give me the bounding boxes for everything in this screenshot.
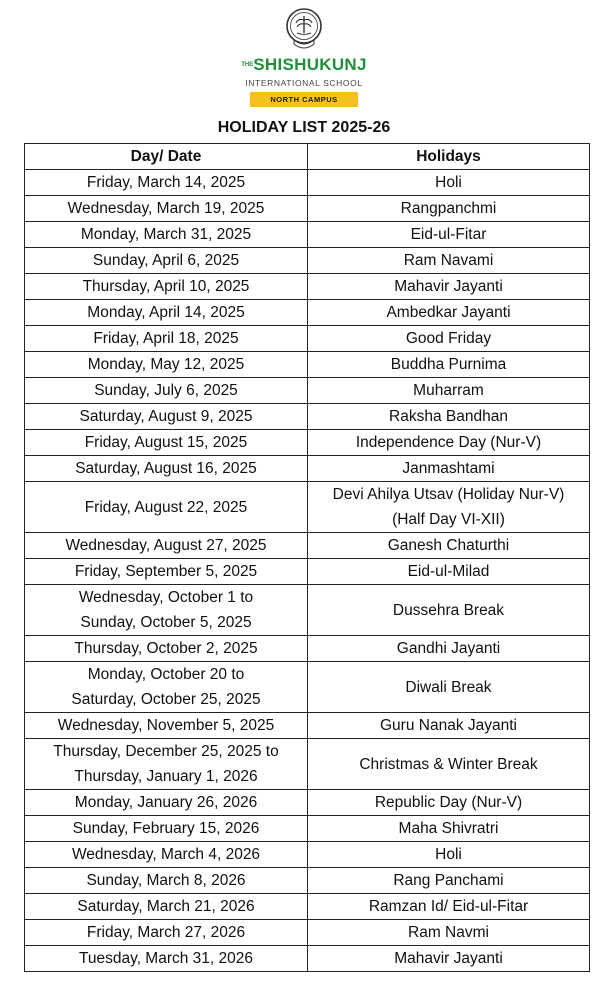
- school-logo: [0, 6, 608, 107]
- holiday-cell: [308, 456, 590, 482]
- date-cell: [25, 585, 308, 636]
- holiday-cell: [308, 868, 590, 894]
- date-cell: [25, 326, 308, 352]
- holiday-cell: [308, 430, 590, 456]
- holiday-cell: [308, 585, 590, 636]
- date-text: Friday, September 5, 2025: [74, 563, 258, 580]
- holiday-cell: [308, 636, 590, 662]
- holiday-cell: [308, 559, 590, 585]
- table-row: [25, 894, 590, 920]
- table-row: [25, 868, 590, 894]
- table-row: [25, 196, 590, 222]
- holiday-cell: [308, 274, 590, 300]
- holiday-cell: [308, 533, 590, 559]
- page-title: HOLIDAY LIST 2025-26: [217, 119, 391, 136]
- date-text: Monday, October 20 to: [87, 666, 245, 683]
- holiday-text: Maha Shivratri: [398, 820, 499, 837]
- table-row: [25, 430, 590, 456]
- date-text: Friday, March 14, 2025: [86, 174, 246, 191]
- holiday-text: Mahavir Jayanti: [394, 950, 503, 967]
- holiday-cell: [308, 816, 590, 842]
- date-cell: [25, 842, 308, 868]
- table-row: [25, 713, 590, 739]
- holiday-text: Ram Navami: [403, 252, 494, 269]
- table-row: [25, 842, 590, 868]
- date-cell: [25, 713, 308, 739]
- holiday-cell: [308, 300, 590, 326]
- date-cell: [25, 196, 308, 222]
- brand-subtitle: INTERNATIONAL SCHOOL: [245, 78, 363, 88]
- holiday-text: Ambedkar Jayanti: [386, 304, 511, 321]
- date-text: Sunday, July 6, 2025: [94, 382, 238, 399]
- date-cell: [25, 739, 308, 790]
- date-text-line2: Saturday, October 25, 2025: [71, 691, 261, 708]
- date-cell: [25, 482, 308, 533]
- table-header-row: [25, 144, 590, 170]
- date-cell: [25, 274, 308, 300]
- holiday-text: Diwali Break: [405, 678, 492, 696]
- holiday-text: Ganesh Chaturthi: [387, 537, 510, 554]
- table-row: [25, 816, 590, 842]
- holiday-cell: [308, 662, 590, 713]
- holiday-cell: [308, 248, 590, 274]
- table-row: [25, 456, 590, 482]
- date-cell: [25, 790, 308, 816]
- holiday-text: Ramzan Id/ Eid-ul-Fitar: [368, 898, 529, 915]
- holiday-cell: [308, 842, 590, 868]
- table-row: [25, 636, 590, 662]
- column-header-holidays: Holidays: [308, 144, 590, 170]
- date-text-line2: Sunday, October 5, 2025: [80, 614, 252, 631]
- date-text: Monday, March 31, 2025: [80, 226, 252, 243]
- holiday-text: Rang Panchami: [393, 872, 504, 889]
- table-row: [25, 790, 590, 816]
- date-text: Wednesday, October 1 to: [78, 589, 254, 606]
- date-cell: [25, 170, 308, 196]
- table-row: [25, 222, 590, 248]
- holiday-text: Gandhi Jayanti: [396, 640, 501, 657]
- holiday-cell: [308, 404, 590, 430]
- holiday-cell: [308, 713, 590, 739]
- holiday-cell: [308, 378, 590, 404]
- date-text: Friday, August 22, 2025: [84, 498, 248, 516]
- date-text: Monday, May 12, 2025: [87, 356, 245, 373]
- table-row: [25, 326, 590, 352]
- date-text: Thursday, December 25, 2025 to: [53, 743, 279, 760]
- table-row: [25, 300, 590, 326]
- date-cell: [25, 868, 308, 894]
- holiday-text: Mahavir Jayanti: [394, 278, 503, 295]
- date-cell: [25, 636, 308, 662]
- date-cell: [25, 456, 308, 482]
- date-text: Thursday, April 10, 2025: [82, 278, 250, 295]
- table-row: [25, 170, 590, 196]
- table-row: [25, 482, 590, 533]
- holiday-text: Janmashtami: [402, 460, 495, 477]
- holiday-cell: [308, 482, 590, 533]
- date-text: Wednesday, August 27, 2025: [65, 537, 267, 554]
- date-cell: [25, 894, 308, 920]
- date-text: Monday, April 14, 2025: [87, 304, 245, 321]
- column-header-date: Day/ Date: [25, 144, 308, 170]
- date-cell: [25, 300, 308, 326]
- holiday-cell: [308, 196, 590, 222]
- date-text-line2: Thursday, January 1, 2026: [74, 768, 258, 785]
- date-text: Thursday, October 2, 2025: [74, 640, 258, 657]
- date-text: Friday, March 27, 2026: [86, 924, 246, 941]
- date-cell: [25, 816, 308, 842]
- date-text: Wednesday, March 4, 2026: [71, 846, 261, 863]
- date-cell: [25, 559, 308, 585]
- date-text: Sunday, February 15, 2026: [72, 820, 260, 837]
- table-row: [25, 662, 590, 713]
- date-cell: [25, 946, 308, 972]
- holiday-text: Good Friday: [405, 330, 492, 347]
- holiday-text: Rangpanchmi: [400, 200, 497, 217]
- table-row: [25, 585, 590, 636]
- date-cell: [25, 662, 308, 713]
- holiday-cell: [308, 920, 590, 946]
- date-text: Saturday, March 21, 2026: [77, 898, 255, 915]
- table-row: [25, 274, 590, 300]
- brand-name: $^{THE}$SHISHUKUNJ: [241, 55, 367, 74]
- holiday-text: Raksha Bandhan: [389, 408, 508, 425]
- date-text: Wednesday, March 19, 2025: [67, 200, 265, 217]
- holiday-text: Muharram: [413, 382, 484, 399]
- holiday-cell: [308, 170, 590, 196]
- date-cell: [25, 430, 308, 456]
- holiday-cell: [308, 739, 590, 790]
- table-row: [25, 378, 590, 404]
- date-cell: [25, 404, 308, 430]
- school-emblem-icon: [284, 6, 324, 54]
- date-cell: [25, 352, 308, 378]
- date-cell: [25, 920, 308, 946]
- holiday-text: Holi: [435, 174, 462, 191]
- holiday-text: Guru Nanak Jayanti: [380, 717, 517, 734]
- campus-badge: NORTH CAMPUS: [250, 92, 357, 107]
- holiday-text: Dussehra Break: [392, 601, 505, 619]
- date-text: Sunday, April 6, 2025: [92, 252, 240, 269]
- holiday-table: [24, 143, 590, 972]
- holiday-text: Buddha Purnima: [390, 356, 507, 373]
- table-row: [25, 533, 590, 559]
- table-row: [25, 248, 590, 274]
- table-row: [25, 946, 590, 972]
- date-cell: [25, 222, 308, 248]
- holiday-cell: [308, 790, 590, 816]
- holiday-cell: [308, 946, 590, 972]
- holiday-text: Independence Day (Nur-V): [355, 434, 542, 451]
- table-row: [25, 352, 590, 378]
- holiday-text: Holi: [435, 846, 462, 863]
- date-text: Monday, January 26, 2026: [74, 794, 258, 811]
- holiday-text: Eid-ul-Milad: [407, 563, 490, 580]
- date-cell: [25, 533, 308, 559]
- table-row: [25, 739, 590, 790]
- holiday-cell: [308, 352, 590, 378]
- table-row: [25, 559, 590, 585]
- date-text: Friday, April 18, 2025: [93, 330, 239, 347]
- holiday-text: Christmas & Winter Break: [359, 755, 538, 773]
- date-text: Wednesday, November 5, 2025: [57, 717, 275, 734]
- table-row: [25, 404, 590, 430]
- date-text: Saturday, August 9, 2025: [79, 408, 253, 425]
- date-text: Sunday, March 8, 2026: [86, 872, 246, 889]
- table-row: [25, 920, 590, 946]
- date-text: Saturday, August 16, 2025: [75, 460, 257, 477]
- holiday-cell: [308, 894, 590, 920]
- holiday-cell: [308, 326, 590, 352]
- holiday-text: Eid-ul-Fitar: [410, 226, 487, 243]
- date-cell: [25, 378, 308, 404]
- holiday-cell: [308, 222, 590, 248]
- holiday-text: Ram Navmi: [408, 924, 489, 941]
- date-text: Tuesday, March 31, 2026: [78, 950, 254, 967]
- date-text: Friday, August 15, 2025: [84, 434, 248, 451]
- holiday-text-line2: (Half Day VI-XII): [392, 511, 505, 528]
- date-cell: [25, 248, 308, 274]
- holiday-text: Devi Ahilya Utsav (Holiday Nur-V): [332, 486, 565, 503]
- holiday-text: Republic Day (Nur-V): [374, 794, 523, 811]
